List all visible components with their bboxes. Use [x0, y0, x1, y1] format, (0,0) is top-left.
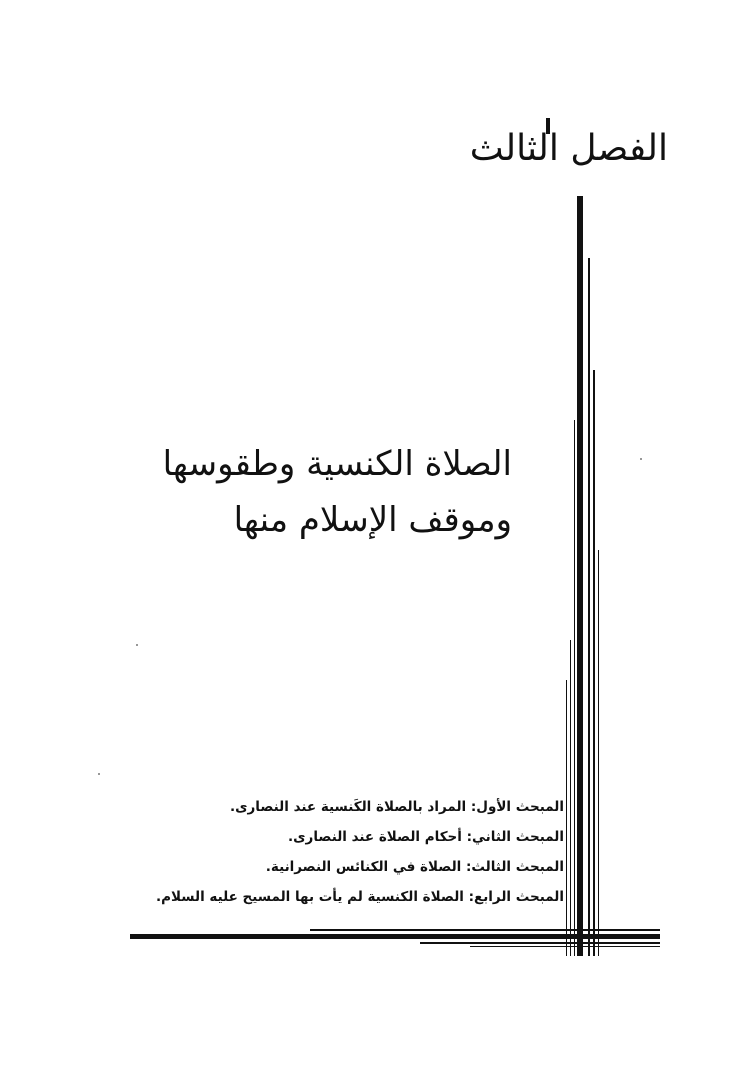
scan-speck	[640, 458, 642, 460]
scan-speck	[98, 773, 100, 775]
main-title-line-2: وموقف الإسلام منها	[233, 500, 512, 540]
section-item-2: المبحث الثاني: أحكام الصلاة عند النصارى.	[288, 829, 564, 845]
section-list	[104, 792, 564, 912]
section-item-1: المبحث الأول: المراد بالصلاة الكَنسية عند النصارى.	[230, 799, 564, 815]
main-title-line-1: الصلاة الكنسية وطقوسها	[162, 444, 512, 484]
section-item-4: المبحث الرابع: الصلاة الكنسية لم يأت بها المسيح عليه السلام.	[156, 889, 564, 905]
vertical-rule-2	[588, 258, 590, 956]
horizontal-rule-2	[310, 929, 660, 931]
scan-speck	[136, 644, 138, 646]
vertical-rule-6	[570, 640, 571, 956]
vertical-rule-4	[574, 420, 575, 956]
vertical-rule-3	[593, 370, 595, 956]
main-title	[92, 436, 512, 548]
chapter-title: الفصل الثالث	[469, 128, 668, 169]
vertical-rule-5	[598, 550, 599, 956]
horizontal-rule-4	[470, 946, 660, 947]
horizontal-rule-main	[130, 934, 660, 939]
vertical-rule-main	[577, 196, 583, 956]
horizontal-rule-3	[420, 942, 660, 944]
vertical-rule-7	[566, 680, 567, 956]
section-item-3: المبحث الثالث: الصلاة في الكنائس النصرانية.	[265, 859, 564, 875]
